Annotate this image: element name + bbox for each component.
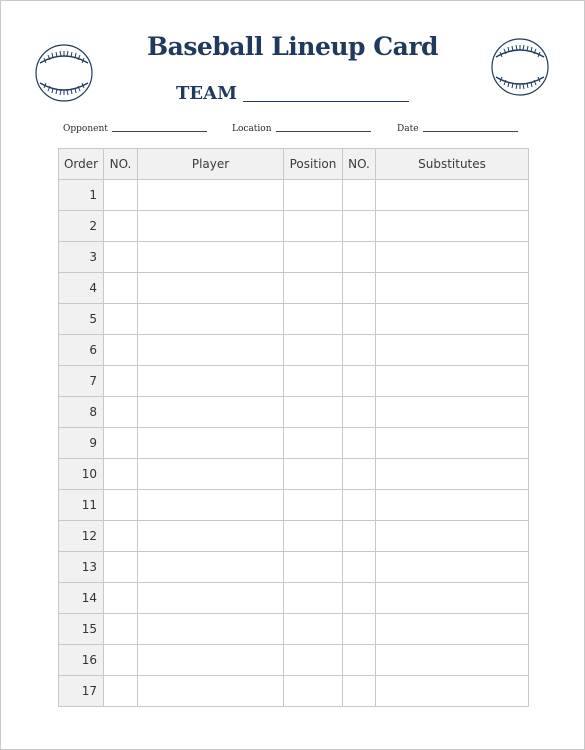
- player-cell[interactable]: [138, 304, 284, 335]
- order-cell: 6: [59, 335, 104, 366]
- table-row: [59, 428, 529, 459]
- substitutes-cell[interactable]: [376, 552, 529, 583]
- team-field: [176, 84, 409, 104]
- location-field: [232, 124, 371, 134]
- position-cell[interactable]: [284, 521, 343, 552]
- table-row: [59, 211, 529, 242]
- order-cell: 8: [59, 397, 104, 428]
- player-cell[interactable]: [138, 552, 284, 583]
- table-row: [59, 490, 529, 521]
- lineup-table: [58, 148, 529, 707]
- sub-number-cell[interactable]: [343, 583, 376, 614]
- position-cell[interactable]: [284, 645, 343, 676]
- substitutes-cell[interactable]: [376, 676, 529, 707]
- table-row: [59, 676, 529, 707]
- sub-number-cell[interactable]: [343, 304, 376, 335]
- order-cell: 1: [59, 180, 104, 211]
- substitutes-cell[interactable]: [376, 397, 529, 428]
- substitutes-cell[interactable]: [376, 335, 529, 366]
- sub-number-cell[interactable]: [343, 645, 376, 676]
- player-cell[interactable]: [138, 180, 284, 211]
- number-cell[interactable]: [104, 304, 138, 335]
- date-label: Date: [397, 124, 419, 134]
- player-cell[interactable]: [138, 397, 284, 428]
- table-row: [59, 366, 529, 397]
- team-label: TEAM: [176, 83, 238, 104]
- substitutes-cell[interactable]: [376, 614, 529, 645]
- table-row: [59, 614, 529, 645]
- number-cell[interactable]: [104, 583, 138, 614]
- location-input-line[interactable]: [276, 130, 371, 132]
- substitutes-cell[interactable]: [376, 242, 529, 273]
- player-cell[interactable]: [138, 459, 284, 490]
- order-cell: 3: [59, 242, 104, 273]
- substitutes-cell[interactable]: [376, 180, 529, 211]
- position-cell[interactable]: [284, 211, 343, 242]
- sub-number-cell[interactable]: [343, 397, 376, 428]
- player-cell[interactable]: [138, 521, 284, 552]
- sub-number-cell[interactable]: [343, 273, 376, 304]
- order-cell: 15: [59, 614, 104, 645]
- player-cell[interactable]: [138, 676, 284, 707]
- date-field: [397, 124, 518, 134]
- player-cell[interactable]: [138, 428, 284, 459]
- order-cell: 10: [59, 459, 104, 490]
- meta-row: [63, 124, 523, 138]
- order-cell: 9: [59, 428, 104, 459]
- position-cell[interactable]: [284, 490, 343, 521]
- position-cell[interactable]: [284, 242, 343, 273]
- number-cell[interactable]: [104, 211, 138, 242]
- player-cell[interactable]: [138, 366, 284, 397]
- substitutes-cell[interactable]: [376, 521, 529, 552]
- location-label: Location: [232, 124, 272, 134]
- player-cell[interactable]: [138, 242, 284, 273]
- sub-number-cell[interactable]: [343, 459, 376, 490]
- number-cell[interactable]: [104, 366, 138, 397]
- table-row: [59, 335, 529, 366]
- player-cell[interactable]: [138, 273, 284, 304]
- sub-number-cell[interactable]: [343, 242, 376, 273]
- substitutes-cell[interactable]: [376, 428, 529, 459]
- order-cell: 16: [59, 645, 104, 676]
- number-cell[interactable]: [104, 428, 138, 459]
- lineup-body: [59, 180, 529, 707]
- team-input-line[interactable]: [243, 100, 409, 102]
- sub-number-cell[interactable]: [343, 521, 376, 552]
- position-cell[interactable]: [284, 428, 343, 459]
- table-row: [59, 180, 529, 211]
- player-cell[interactable]: [138, 211, 284, 242]
- substitutes-cell[interactable]: [376, 645, 529, 676]
- order-cell: 5: [59, 304, 104, 335]
- number-cell[interactable]: [104, 459, 138, 490]
- table-row: [59, 304, 529, 335]
- sub-number-cell[interactable]: [343, 366, 376, 397]
- position-cell[interactable]: [284, 366, 343, 397]
- position-cell[interactable]: [284, 459, 343, 490]
- sub-number-cell[interactable]: [343, 614, 376, 645]
- substitutes-cell[interactable]: [376, 273, 529, 304]
- number-cell[interactable]: [104, 273, 138, 304]
- order-cell: 11: [59, 490, 104, 521]
- position-cell[interactable]: [284, 273, 343, 304]
- number-cell[interactable]: [104, 490, 138, 521]
- number-cell[interactable]: [104, 676, 138, 707]
- position-cell[interactable]: [284, 397, 343, 428]
- table-row: [59, 645, 529, 676]
- number-cell[interactable]: [104, 335, 138, 366]
- order-cell: 7: [59, 366, 104, 397]
- player-cell[interactable]: [138, 614, 284, 645]
- table-row: [59, 552, 529, 583]
- sub-number-cell[interactable]: [343, 180, 376, 211]
- number-cell[interactable]: [104, 552, 138, 583]
- substitutes-cell[interactable]: [376, 583, 529, 614]
- position-cell[interactable]: [284, 676, 343, 707]
- table-row: [59, 521, 529, 552]
- position-cell[interactable]: [284, 614, 343, 645]
- substitutes-cell[interactable]: [376, 211, 529, 242]
- table-row: [59, 459, 529, 490]
- number-cell[interactable]: [104, 180, 138, 211]
- player-cell[interactable]: [138, 645, 284, 676]
- number-cell[interactable]: [104, 242, 138, 273]
- table-row: [59, 242, 529, 273]
- order-cell: 4: [59, 273, 104, 304]
- substitutes-cell[interactable]: [376, 304, 529, 335]
- table-row: [59, 397, 529, 428]
- opponent-input-line[interactable]: [112, 130, 207, 132]
- position-cell[interactable]: [284, 552, 343, 583]
- substitutes-cell[interactable]: [376, 366, 529, 397]
- order-cell: 2: [59, 211, 104, 242]
- opponent-field: [63, 124, 207, 134]
- order-cell: 17: [59, 676, 104, 707]
- position-cell[interactable]: [284, 180, 343, 211]
- column-header-position: Position: [284, 149, 343, 180]
- date-input-line[interactable]: [423, 130, 518, 132]
- player-cell[interactable]: [138, 335, 284, 366]
- position-cell[interactable]: [284, 304, 343, 335]
- column-header-number: NO.: [104, 149, 138, 180]
- sub-number-cell[interactable]: [343, 676, 376, 707]
- table-row: [59, 583, 529, 614]
- sub-number-cell[interactable]: [343, 552, 376, 583]
- player-cell[interactable]: [138, 583, 284, 614]
- sub-number-cell[interactable]: [343, 428, 376, 459]
- number-cell[interactable]: [104, 614, 138, 645]
- order-cell: 14: [59, 583, 104, 614]
- order-cell: 12: [59, 521, 104, 552]
- player-cell[interactable]: [138, 490, 284, 521]
- sub-number-cell[interactable]: [343, 335, 376, 366]
- substitutes-cell[interactable]: [376, 459, 529, 490]
- table-row: [59, 273, 529, 304]
- substitutes-cell[interactable]: [376, 490, 529, 521]
- number-cell[interactable]: [104, 397, 138, 428]
- sub-number-cell[interactable]: [343, 490, 376, 521]
- column-header-sub-number: NO.: [343, 149, 376, 180]
- table-header-row: [59, 149, 529, 180]
- column-header-substitutes: Substitutes: [376, 149, 529, 180]
- page-title: Baseball Lineup Card: [147, 32, 438, 61]
- column-header-order: Order: [59, 149, 104, 180]
- position-cell[interactable]: [284, 583, 343, 614]
- number-cell[interactable]: [104, 645, 138, 676]
- position-cell[interactable]: [284, 335, 343, 366]
- opponent-label: Opponent: [63, 124, 108, 134]
- number-cell[interactable]: [104, 521, 138, 552]
- order-cell: 13: [59, 552, 104, 583]
- sub-number-cell[interactable]: [343, 211, 376, 242]
- column-header-player: Player: [138, 149, 284, 180]
